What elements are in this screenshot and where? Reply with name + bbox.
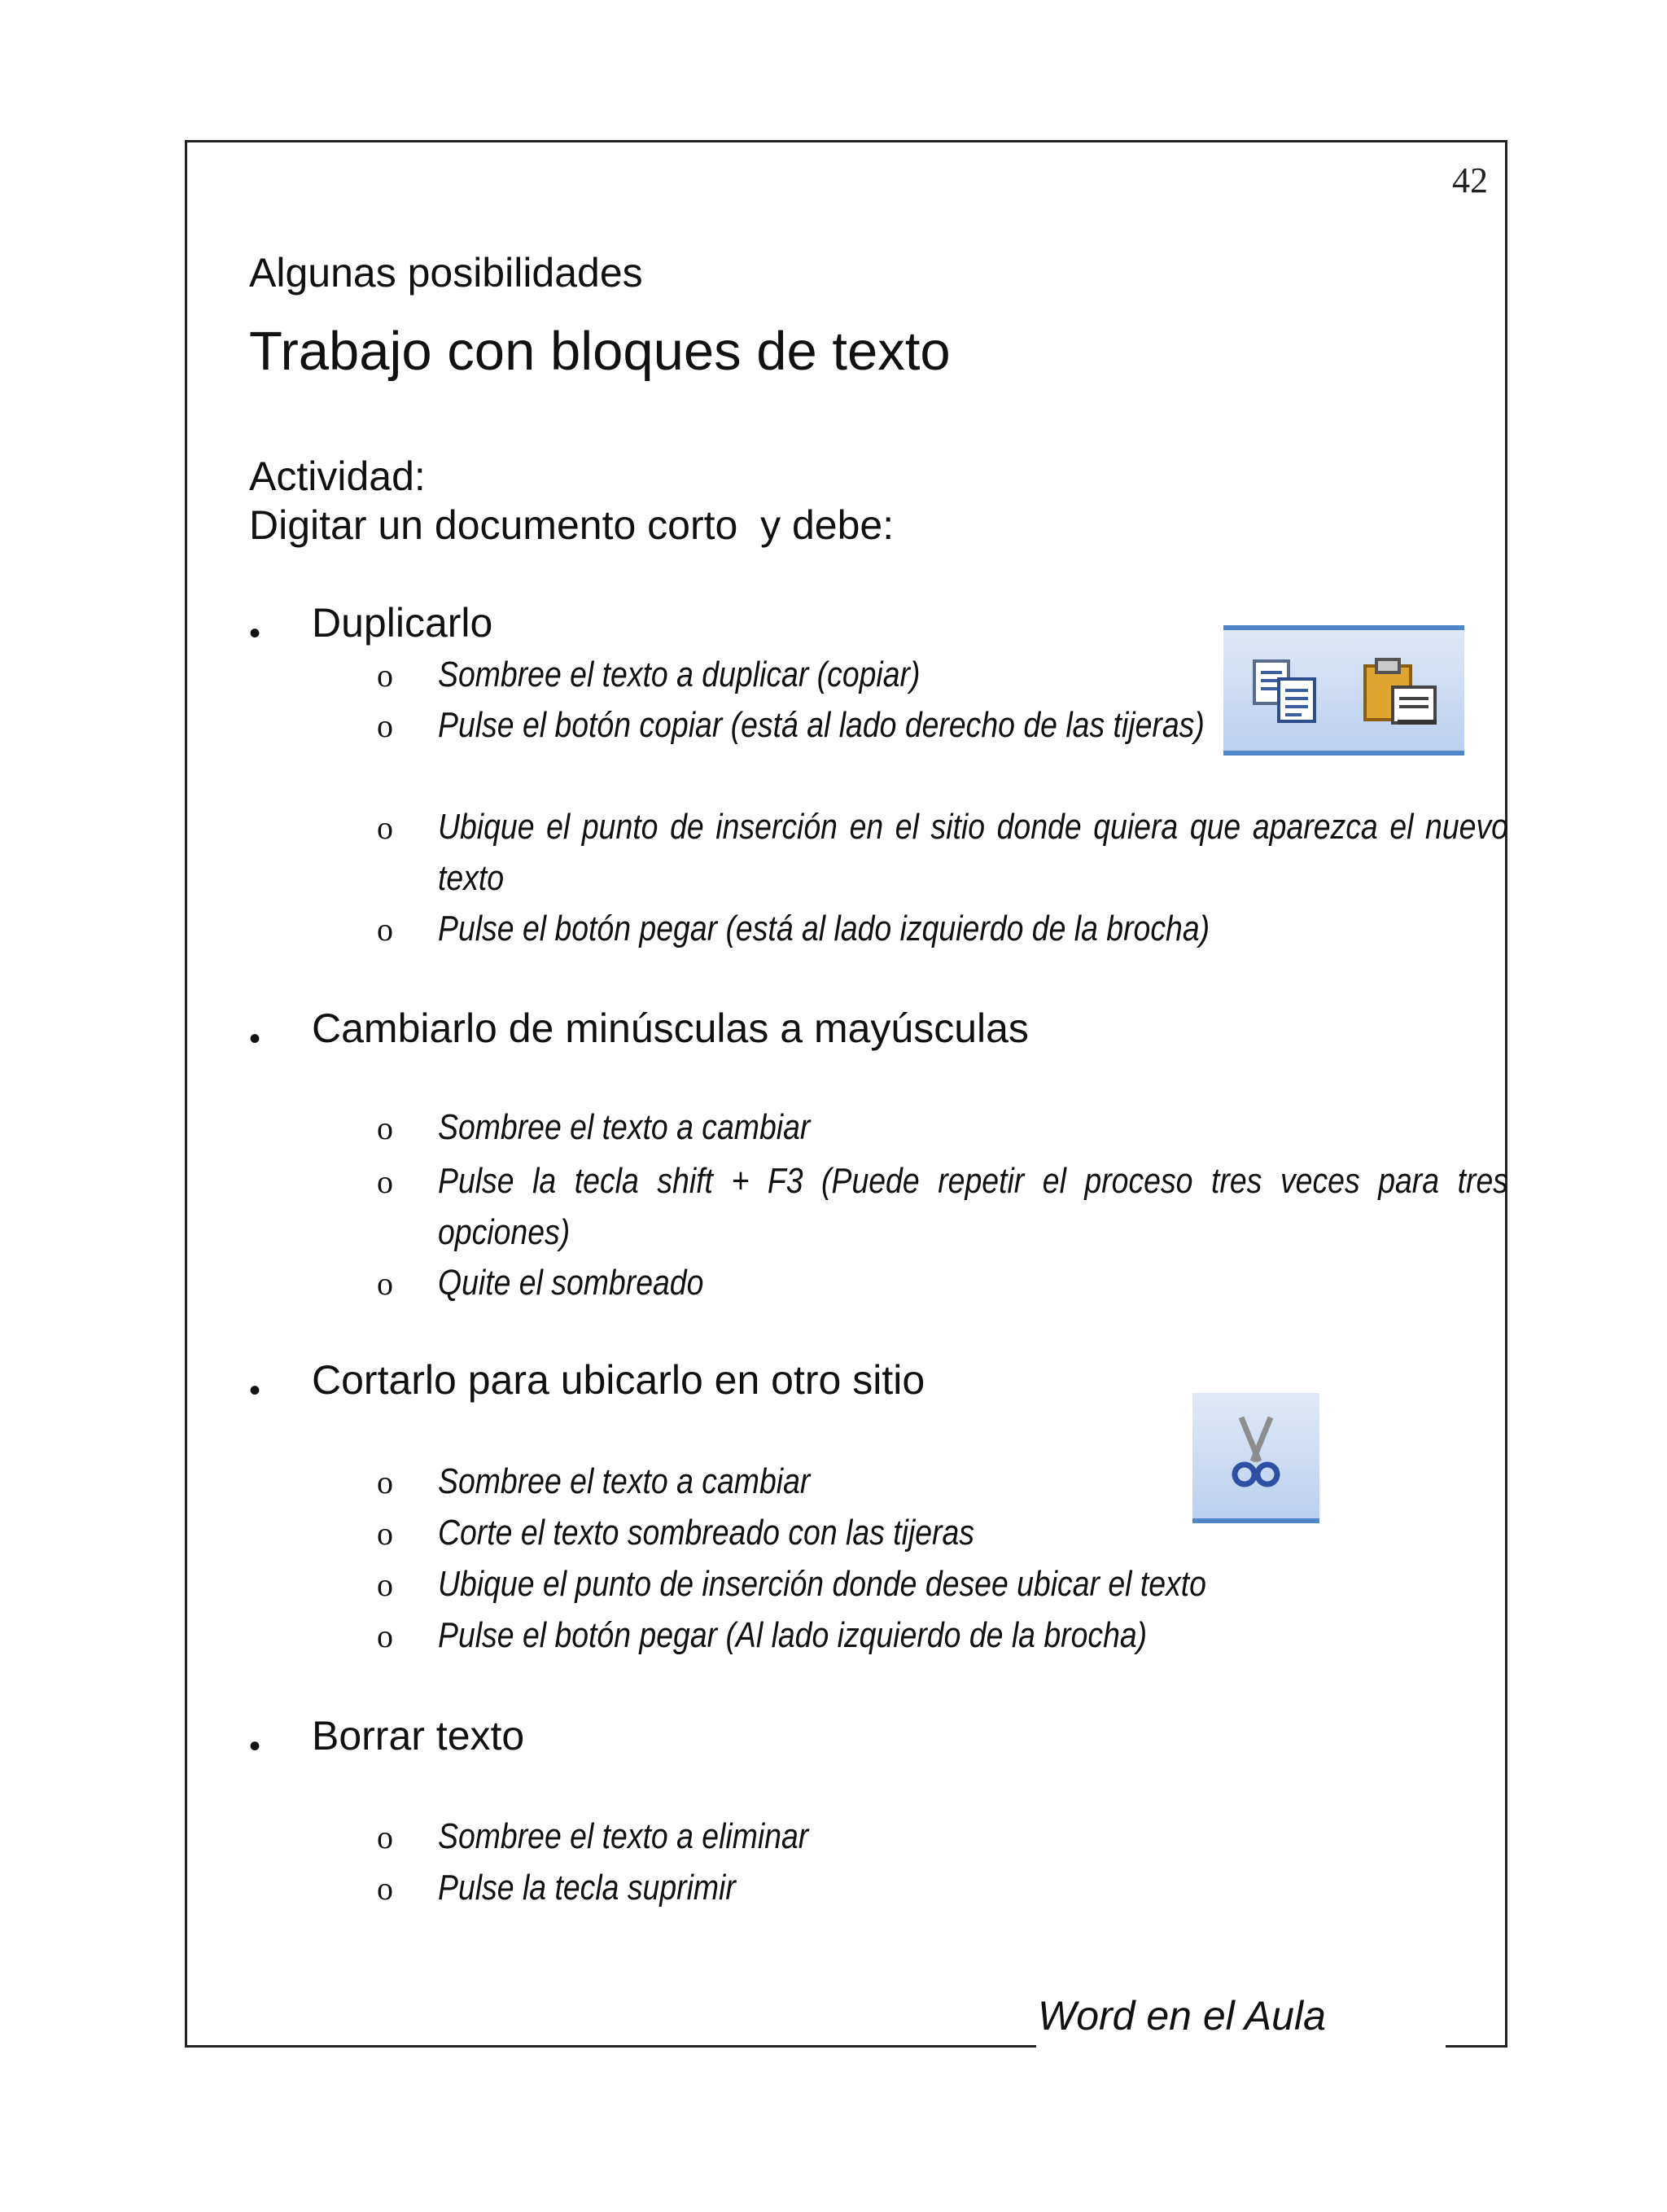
footer-title: Word en el Aula <box>1038 1993 1326 2039</box>
sub-bullet-marker: o <box>377 1819 393 1855</box>
step-text: Quite el sombreado <box>438 1263 704 1303</box>
cut-toolbar <box>1192 1393 1319 1523</box>
step-text: Corte el texto sombreado con las tijeras <box>438 1513 974 1553</box>
footer-rule-end <box>1446 2045 1507 2048</box>
step-text: Pulse el botón pegar (Al lado izquierdo de la brocha) <box>438 1615 1148 1655</box>
step-text: Sombree el texto a cambiar <box>438 1461 811 1501</box>
page-title: Trabajo con bloques de texto <box>249 321 951 382</box>
sub-bullet-marker: o <box>377 1110 393 1146</box>
section-title-case-change: Cambiarlo de minúsculas a mayúsculas <box>312 1005 1029 1051</box>
sub-bullet-marker: o <box>377 707 393 744</box>
copy-icon[interactable] <box>1251 658 1324 726</box>
bullet-marker: • <box>249 615 261 651</box>
bullet-marker: • <box>249 1373 261 1408</box>
step-text: Ubique el punto de inserción donde desee ubicar el texto <box>438 1564 1206 1604</box>
step-text: Sombree el texto a eliminar <box>438 1816 809 1856</box>
step-text: Ubique el punto de inserción en el sitio donde quiera que aparezca el nuevo texto <box>438 807 1508 898</box>
page-frame-right <box>1505 140 1507 2048</box>
sub-bullet-marker: o <box>377 1566 393 1603</box>
sub-bullet-marker: o <box>377 1163 393 1200</box>
sub-bullet-marker: o <box>377 1265 393 1302</box>
sub-bullet-marker: o <box>377 1618 393 1654</box>
section-title-duplicate: Duplicarlo <box>312 600 493 646</box>
step-text: Sombree el texto a duplicar (copiar) <box>438 655 921 694</box>
section-title-delete: Borrar texto <box>312 1713 525 1759</box>
sub-bullet-marker: o <box>377 657 393 694</box>
activity-instruction: Digitar un documento corto y debe: <box>249 502 895 548</box>
cut-scissors-icon[interactable] <box>1230 1414 1282 1492</box>
sub-bullet-marker: o <box>377 911 393 948</box>
step-text: Pulse la tecla shift + F3 (Puede repetir el proceso tres veces para tres opciones) <box>438 1161 1508 1252</box>
sub-bullet-marker: o <box>377 809 393 846</box>
sub-bullet-marker: o <box>377 1870 393 1907</box>
step-text: Pulse el botón pegar (está al lado izquierdo de la brocha) <box>438 909 1210 948</box>
section-title-cut: Cortarlo para ubicarlo en otro sitio <box>312 1357 925 1403</box>
footer-rule <box>185 2045 1036 2048</box>
sub-bullet-marker: o <box>377 1515 393 1552</box>
page-frame-top <box>185 140 1507 142</box>
bullet-marker: • <box>249 1728 261 1764</box>
paste-icon[interactable] <box>1362 658 1443 728</box>
activity-label: Actividad: <box>249 453 426 499</box>
page-frame-left <box>185 140 187 2048</box>
page-subtitle: Algunas posibilidades <box>249 250 643 296</box>
step-text: Pulse el botón copiar (está al lado derecho de las tijeras) <box>438 705 1205 745</box>
step-text: Pulse la tecla suprimir <box>438 1868 736 1908</box>
sub-bullet-marker: o <box>377 1464 393 1500</box>
page-number: 42 <box>1452 160 1488 200</box>
bullet-marker: • <box>249 1021 261 1057</box>
copy-paste-toolbar <box>1223 625 1464 756</box>
step-text: Sombree el texto a cambiar <box>438 1107 811 1147</box>
